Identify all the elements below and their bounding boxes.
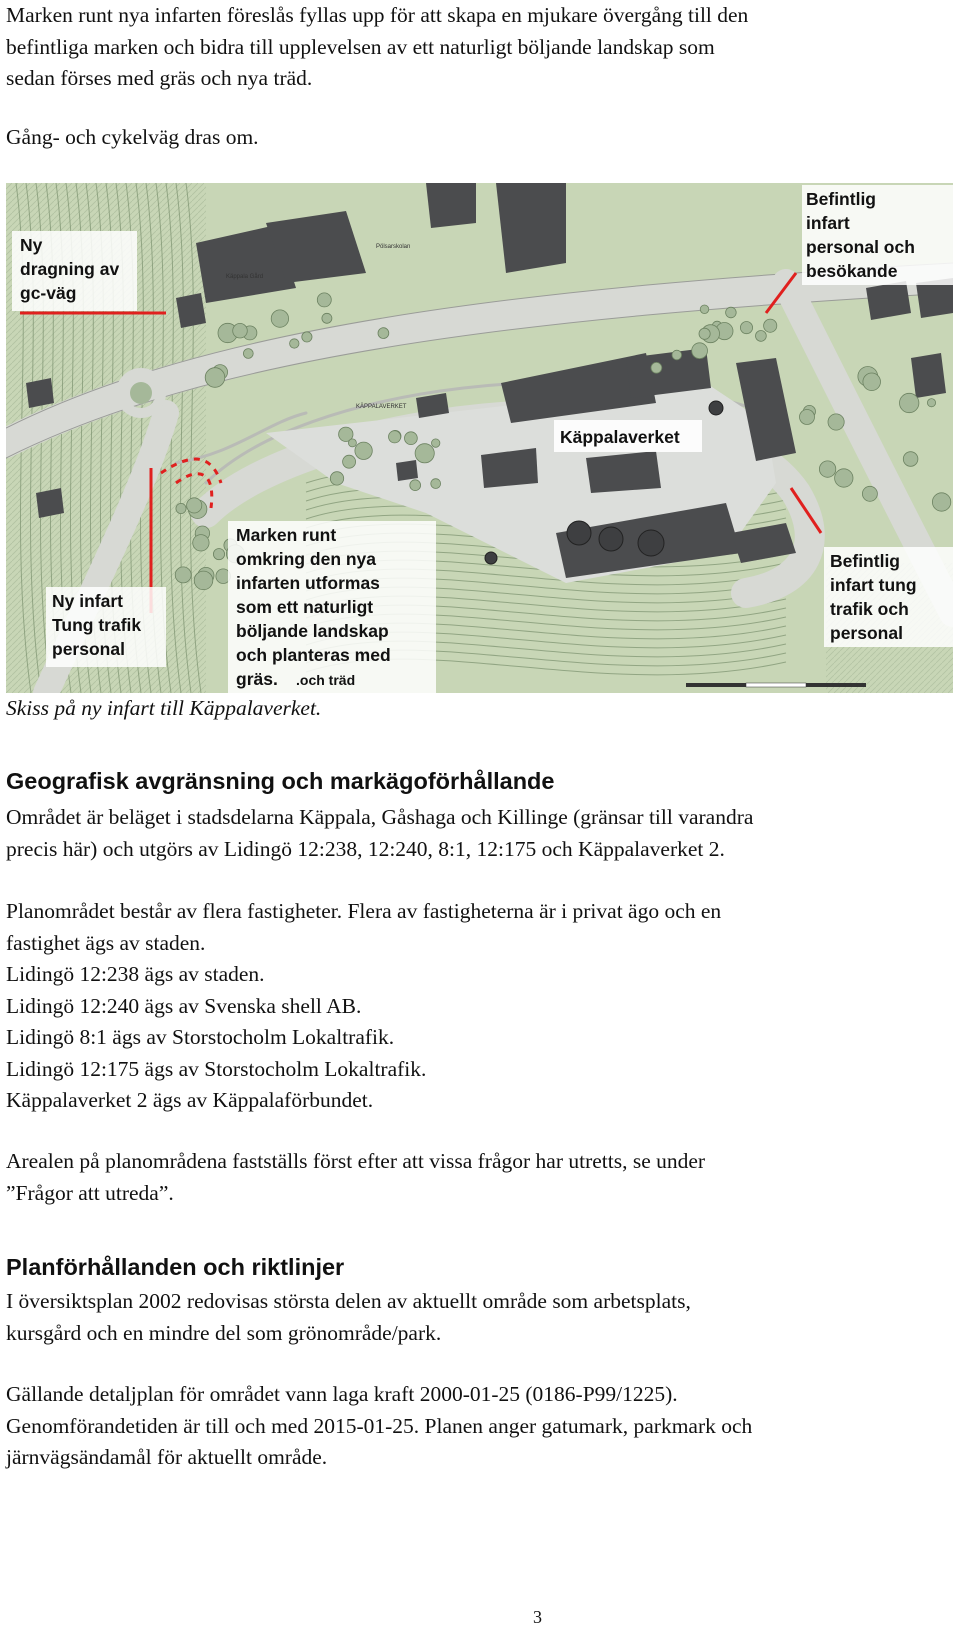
label-ny-infart-line: Ny infart	[52, 591, 123, 611]
tree	[415, 444, 434, 463]
text-line: Lidingö 12:175 ägs av Storstocholm Lokaltrafik.	[6, 1056, 427, 1081]
tree	[302, 332, 312, 342]
path-line: Gång- och cykelväg dras om.	[6, 125, 259, 149]
map-tiny-text: Pölsarskolan	[376, 244, 411, 250]
label-ny-dragning-line: dragning av	[20, 259, 120, 279]
svg-text:Ny	[20, 235, 43, 255]
section1-paragraph-3	[6, 1146, 951, 1209]
tree	[213, 549, 224, 560]
tree	[348, 439, 356, 447]
intro-line-2: befintliga marken och bidra till upplevelsen av ett naturligt böljande landskap som	[6, 34, 715, 59]
tree	[187, 498, 202, 513]
label-befintlig-tung-line: trafik och	[830, 599, 909, 619]
svg-text:och planteras med	[236, 645, 391, 665]
text-line: Lidingö 12:238 ägs av staden.	[6, 962, 265, 986]
label-befintlig-tung-line: personal	[830, 623, 903, 643]
tree	[672, 350, 682, 360]
text-line: ”Frågor att utreda”.	[6, 1180, 174, 1205]
label-marken-runt	[228, 521, 436, 693]
text-line: Planområdet består av flera fastigheter. Flera av fastigheterna är i privat ägo och en	[6, 899, 722, 923]
section2-paragraph-2	[6, 1379, 951, 1474]
tree	[243, 349, 253, 359]
text-line: I översiktsplan 2002 redovisas största delen av aktuellt område som arbetsplats,	[6, 1289, 691, 1313]
tree	[175, 567, 191, 583]
text-line: Käppalaverket 2 ägs av Käppalaförbundet.	[6, 1088, 374, 1112]
tree	[692, 343, 708, 359]
label-befintlig-tung-line: infart tung	[830, 575, 917, 595]
label-ny-dragning-line: gc-väg	[20, 283, 77, 303]
tree	[903, 452, 918, 467]
tree	[322, 313, 332, 323]
label-marken-runt-line: Marken runt	[236, 525, 337, 545]
label-befintlig-tung	[824, 547, 953, 647]
svg-text:som ett naturligt	[236, 597, 373, 617]
text-line: kursgård och en mindre del som grönområde/park.	[6, 1320, 442, 1345]
label-befintlig-personal-line: personal och	[806, 237, 915, 257]
tree	[900, 393, 919, 412]
tree	[343, 455, 356, 468]
svg-text:trafik och	[830, 599, 909, 619]
section1-paragraph-1	[6, 802, 951, 865]
tree	[862, 486, 877, 501]
svg-text:dragning av	[20, 259, 119, 279]
map-tiny-text: KÄPPALAVERKET	[356, 404, 407, 410]
text-line: Lidingö 8:1 ägs av Storstocholm Lokaltrafik.	[6, 1025, 395, 1049]
tree	[819, 461, 835, 477]
map-caption: Skiss på ny infart till Käppalaverket.	[6, 696, 322, 720]
tree	[828, 414, 844, 430]
svg-text:gc-väg	[20, 283, 76, 303]
tree	[193, 535, 209, 551]
section-heading-planforhallanden: Planförhållanden och riktlinjer	[6, 1254, 345, 1280]
svg-text:gräs.	[236, 669, 278, 689]
label-ny-infart-line: Tung trafik	[52, 615, 142, 635]
page-number: 3	[533, 1607, 542, 1627]
tree	[410, 480, 421, 491]
label-marken-runt-line: böljande landskap	[236, 621, 389, 641]
tree	[835, 469, 853, 487]
tree	[863, 373, 881, 391]
label-ny-infart-line: personal	[52, 639, 125, 659]
label-marken-runt-line: gräs.	[236, 669, 278, 689]
tree	[699, 328, 710, 339]
tree	[432, 439, 440, 447]
label-marken-runt-line: omkring den nya	[236, 549, 377, 569]
tree	[700, 305, 709, 314]
tree	[389, 431, 401, 443]
label-befintlig-personal-line: besökande	[806, 261, 898, 281]
svg-text:infarten utformas	[236, 573, 380, 593]
tree	[927, 399, 935, 407]
intro-line-3: sedan förses med gräs och nya träd.	[6, 66, 313, 90]
text-line: Gällande detaljplan för området vann laga kraft 2000-01-25 (0186-P99/1225).	[6, 1382, 678, 1406]
label-befintlig-personal-line: Befintlig	[806, 189, 876, 209]
section2-paragraph-1	[6, 1286, 951, 1349]
label-kappalaverket	[554, 420, 702, 452]
section-heading-geografisk: Geografisk avgränsning och markägoförhållande	[6, 768, 555, 794]
tree	[176, 503, 186, 513]
tree	[405, 432, 418, 445]
tree	[740, 322, 752, 334]
tree	[233, 323, 248, 338]
tree	[271, 310, 288, 327]
svg-text:personal	[52, 639, 125, 659]
intro-line-1: Marken runt nya infarten föreslås fyllas upp för att skapa en mjukare övergång till den	[6, 3, 749, 27]
tree	[330, 472, 343, 485]
tree	[800, 410, 815, 425]
svg-text:Befintlig	[806, 189, 876, 209]
text-line: Arealen på planområdena fastställs först efter att vissa frågor har utretts, se under	[6, 1149, 706, 1173]
svg-text:Ny infart	[52, 591, 123, 611]
text-line: precis här) och utgörs av Lidingö 12:238, 12:240, 8:1, 12:175 och Käppalaverket 2.	[6, 836, 725, 861]
label-befintlig-tung-line: Befintlig	[830, 551, 900, 571]
tree	[726, 307, 737, 318]
site-plan-map	[6, 183, 953, 693]
text-line: järnvägsändamål för aktuellt område.	[6, 1445, 328, 1469]
svg-text:personal och	[806, 237, 915, 257]
label-kappalaverket-text: Käppalaverket	[560, 427, 680, 447]
tree	[205, 368, 225, 388]
svg-text:besökande	[806, 261, 898, 281]
label-marken-runt-line: och planteras med	[236, 645, 391, 665]
text-line: Lidingö 12:240 ägs av Svenska shell AB.	[6, 993, 362, 1018]
label-ny-infart	[46, 587, 166, 667]
label-marken-runt-line: infarten utformas	[236, 573, 380, 593]
path-paragraph	[6, 122, 951, 154]
svg-text:omkring den nya	[236, 549, 376, 569]
svg-text:Marken runt	[236, 525, 336, 545]
map-roundabout-center	[130, 382, 152, 404]
tree	[651, 362, 662, 373]
label-marken-runt-line: som ett naturligt	[236, 597, 374, 617]
tree	[431, 479, 441, 489]
text-line: fastighet ägs av staden.	[6, 930, 206, 955]
label-befintlig-personal	[802, 185, 953, 285]
label-ny-dragning-line: Ny	[20, 235, 43, 255]
svg-text:infart	[806, 213, 850, 233]
svg-text:infart tung	[830, 575, 917, 595]
tree	[355, 442, 372, 459]
map-scale-bar	[686, 683, 866, 687]
tree	[194, 571, 213, 590]
label-och-trad: .och träd	[296, 672, 356, 688]
tree	[756, 331, 767, 342]
label-befintlig-personal-line: infart	[806, 213, 850, 233]
svg-text:Tung trafik	[52, 615, 141, 635]
tree	[290, 339, 299, 348]
svg-text:personal	[830, 623, 903, 643]
map-tiny-text: Käppala Gård	[226, 274, 264, 280]
tree	[764, 319, 777, 332]
svg-text:Befintlig	[830, 551, 900, 571]
tree	[378, 328, 389, 339]
section1-paragraph-2	[6, 896, 951, 1117]
label-ny-dragning	[12, 231, 137, 311]
tree	[932, 493, 950, 511]
text-line: Genomförandetiden är till och med 2015-01-25. Planen anger gatumark, parkmark och	[6, 1413, 753, 1438]
text-line: Området är beläget i stadsdelarna Käppala, Gåshaga och Killinge (gränsar till varandra	[6, 805, 754, 829]
svg-text:böljande landskap	[236, 621, 389, 641]
intro-paragraph	[6, 0, 951, 95]
tree	[317, 293, 331, 307]
